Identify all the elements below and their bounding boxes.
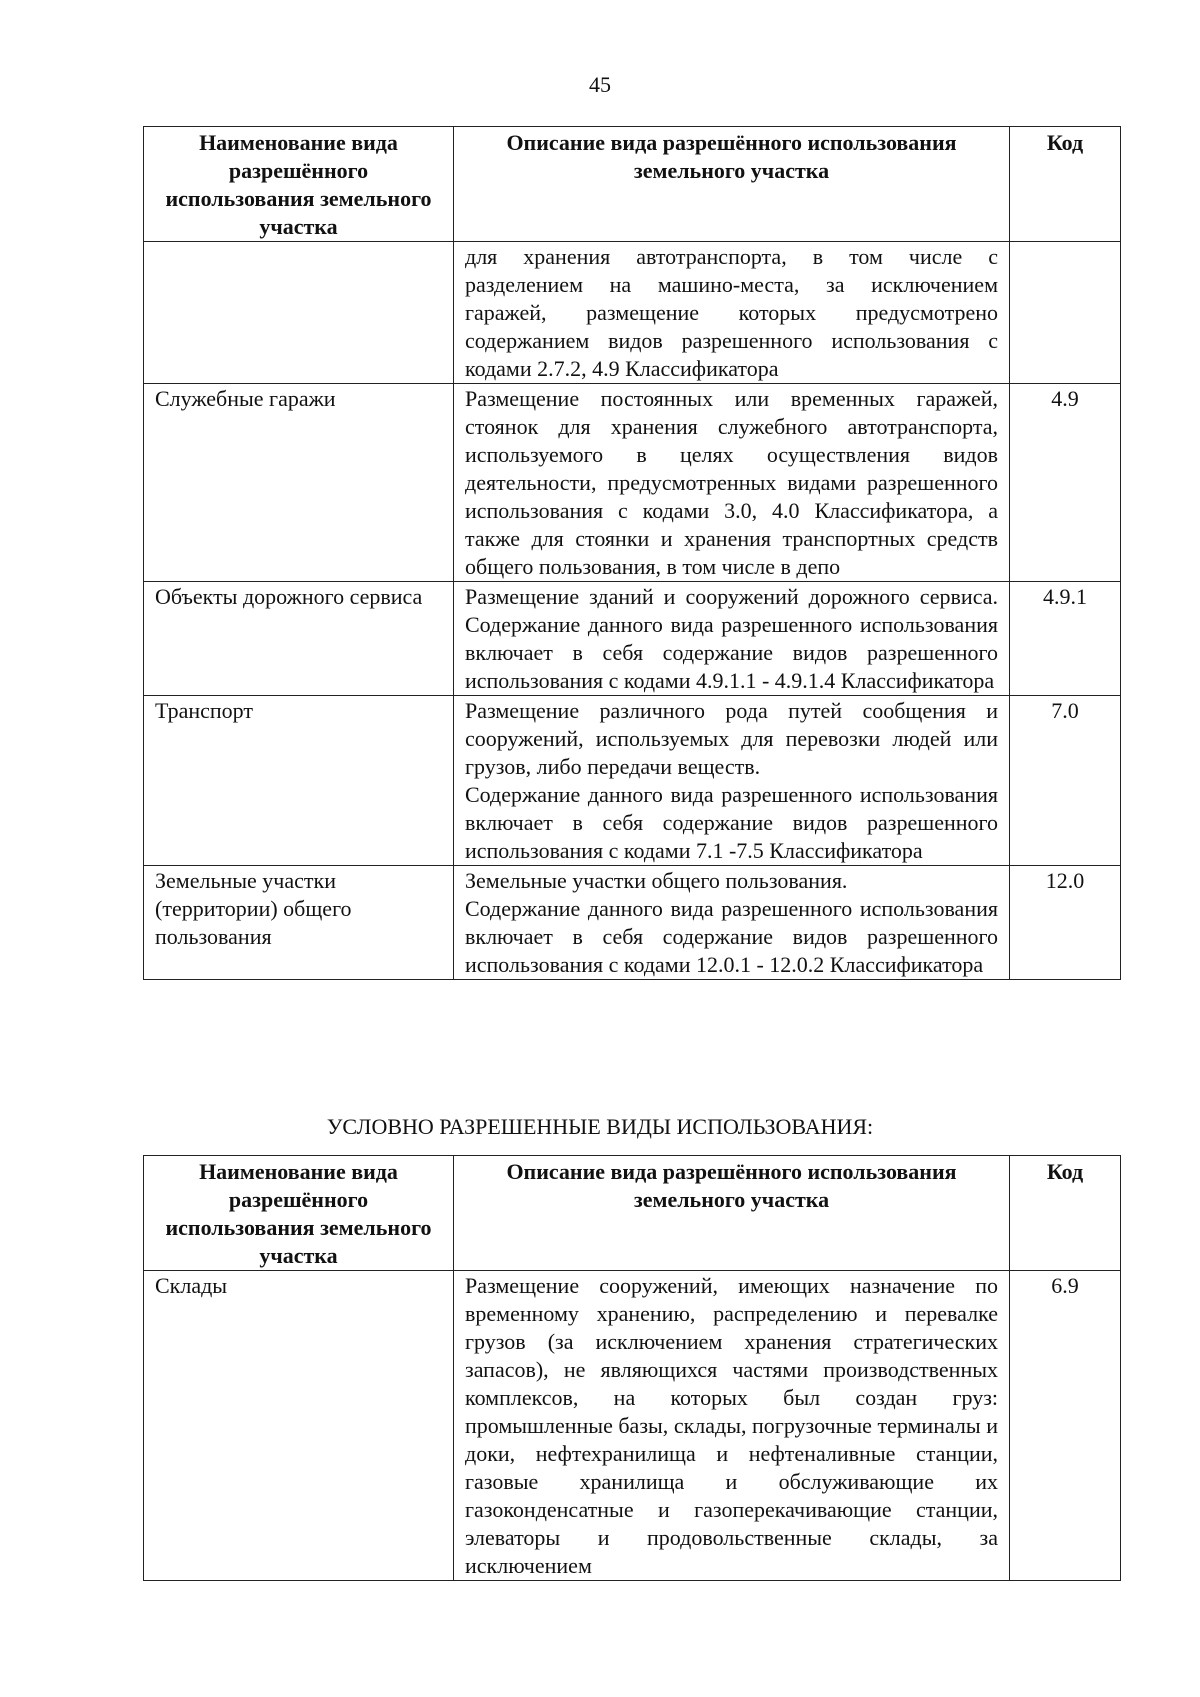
header-name: Наименование вида разрешённого использования земельного участка (144, 127, 454, 242)
cell-code: 7.0 (1010, 696, 1121, 866)
page-number: 45 (589, 72, 611, 97)
table-header-row (144, 127, 1121, 242)
cell-code: 12.0 (1010, 866, 1121, 980)
cell-description (454, 866, 1010, 980)
section-title: УСЛОВНО РАЗРЕШЕННЫЕ ВИДЫ ИСПОЛЬЗОВАНИЯ: (326, 1114, 874, 1139)
conditional-uses-table (143, 1155, 1121, 1581)
description-paragraph: Земельные участки общего пользования. (465, 868, 848, 893)
table-row (144, 1271, 1121, 1581)
cell-name: Склады (144, 1271, 454, 1581)
table-row (144, 866, 1121, 980)
table1-body (144, 242, 1121, 980)
cell-name: Транспорт (144, 696, 454, 866)
header-description: Описание вида разрешённого использования земельного участка (454, 1156, 1010, 1271)
cell-name: Служебные гаражи (144, 384, 454, 582)
cell-code: 4.9 (1010, 384, 1121, 582)
cell-description (454, 582, 1010, 696)
cell-code: 4.9.1 (1010, 582, 1121, 696)
description-paragraph: Размещение зданий и сооружений дорожного сервиса. Содержание данного вида разрешенного использования включает в себя содержание видов разрешенного использования с кодами 4.9.1.1 - 4.9.1.4 Классификатора (465, 584, 998, 693)
header-code: Код (1010, 127, 1121, 242)
table-row (144, 696, 1121, 866)
header-code: Код (1010, 1156, 1121, 1271)
cell-name: Земельные участки (территории) общего пользования (144, 866, 454, 980)
allowed-uses-table (143, 126, 1121, 980)
description-paragraph: Содержание данного вида разрешенного использования включает в себя содержание видов разрешенного использования с кодами 12.0.1 - 12.0.2 Классификатора (465, 896, 998, 977)
description-paragraph: Размещение постоянных или временных гаражей, стоянок для хранения служебного автотранспорта, используемого в целях осуществления видов деятельности, предусмотренных видами разрешенного использования с кодами 3.0, 4.0 Классификатора, а также для стоянки и хранения транспортных средств общего пользования, в том числе в депо (465, 386, 998, 579)
cell-description (454, 696, 1010, 866)
cell-code (1010, 242, 1121, 384)
cell-code: 6.9 (1010, 1271, 1121, 1581)
table2-body (144, 1271, 1121, 1581)
header-description: Описание вида разрешённого использования земельного участка (454, 127, 1010, 242)
cell-name: Объекты дорожного сервиса (144, 582, 454, 696)
cell-description (454, 384, 1010, 582)
description-paragraph: Размещение различного рода путей сообщения и сооружений, используемых для перевозки людей или грузов, либо передачи веществ. (465, 698, 998, 779)
cell-description (454, 1271, 1010, 1581)
description-paragraph: Содержание данного вида разрешенного использования включает в себя содержание видов разрешенного использования с кодами 7.1 -7.5 Классификатора (465, 782, 998, 863)
table-header-row (144, 1156, 1121, 1271)
table-row (144, 582, 1121, 696)
table-row (144, 384, 1121, 582)
header-name: Наименование вида разрешённого использования земельного участка (144, 1156, 454, 1271)
cell-name (144, 242, 454, 384)
table-row (144, 242, 1121, 384)
description-paragraph: Размещение сооружений, имеющих назначение по временному хранению, распределению и перевалке грузов (за исключением хранения стратегических запасов), не являющихся частями производственных комплексов, на которых был создан груз: промышленные базы, склады, погрузочные терминалы и доки, нефтехранилища и нефтеналивные станции, газовые хранилища и обслуживающие их газоконденсатные и газоперекачивающие станции, элеваторы и продовольственные склады, за исключением (465, 1273, 998, 1578)
cell-description (454, 242, 1010, 384)
description-paragraph: для хранения автотранспорта, в том числе с разделением на машино-места, за исключением гаражей, размещение которых предусмотрено содержанием видов разрешенного использования с кодами 2.7.2, 4.9 Классификатора (465, 244, 998, 381)
